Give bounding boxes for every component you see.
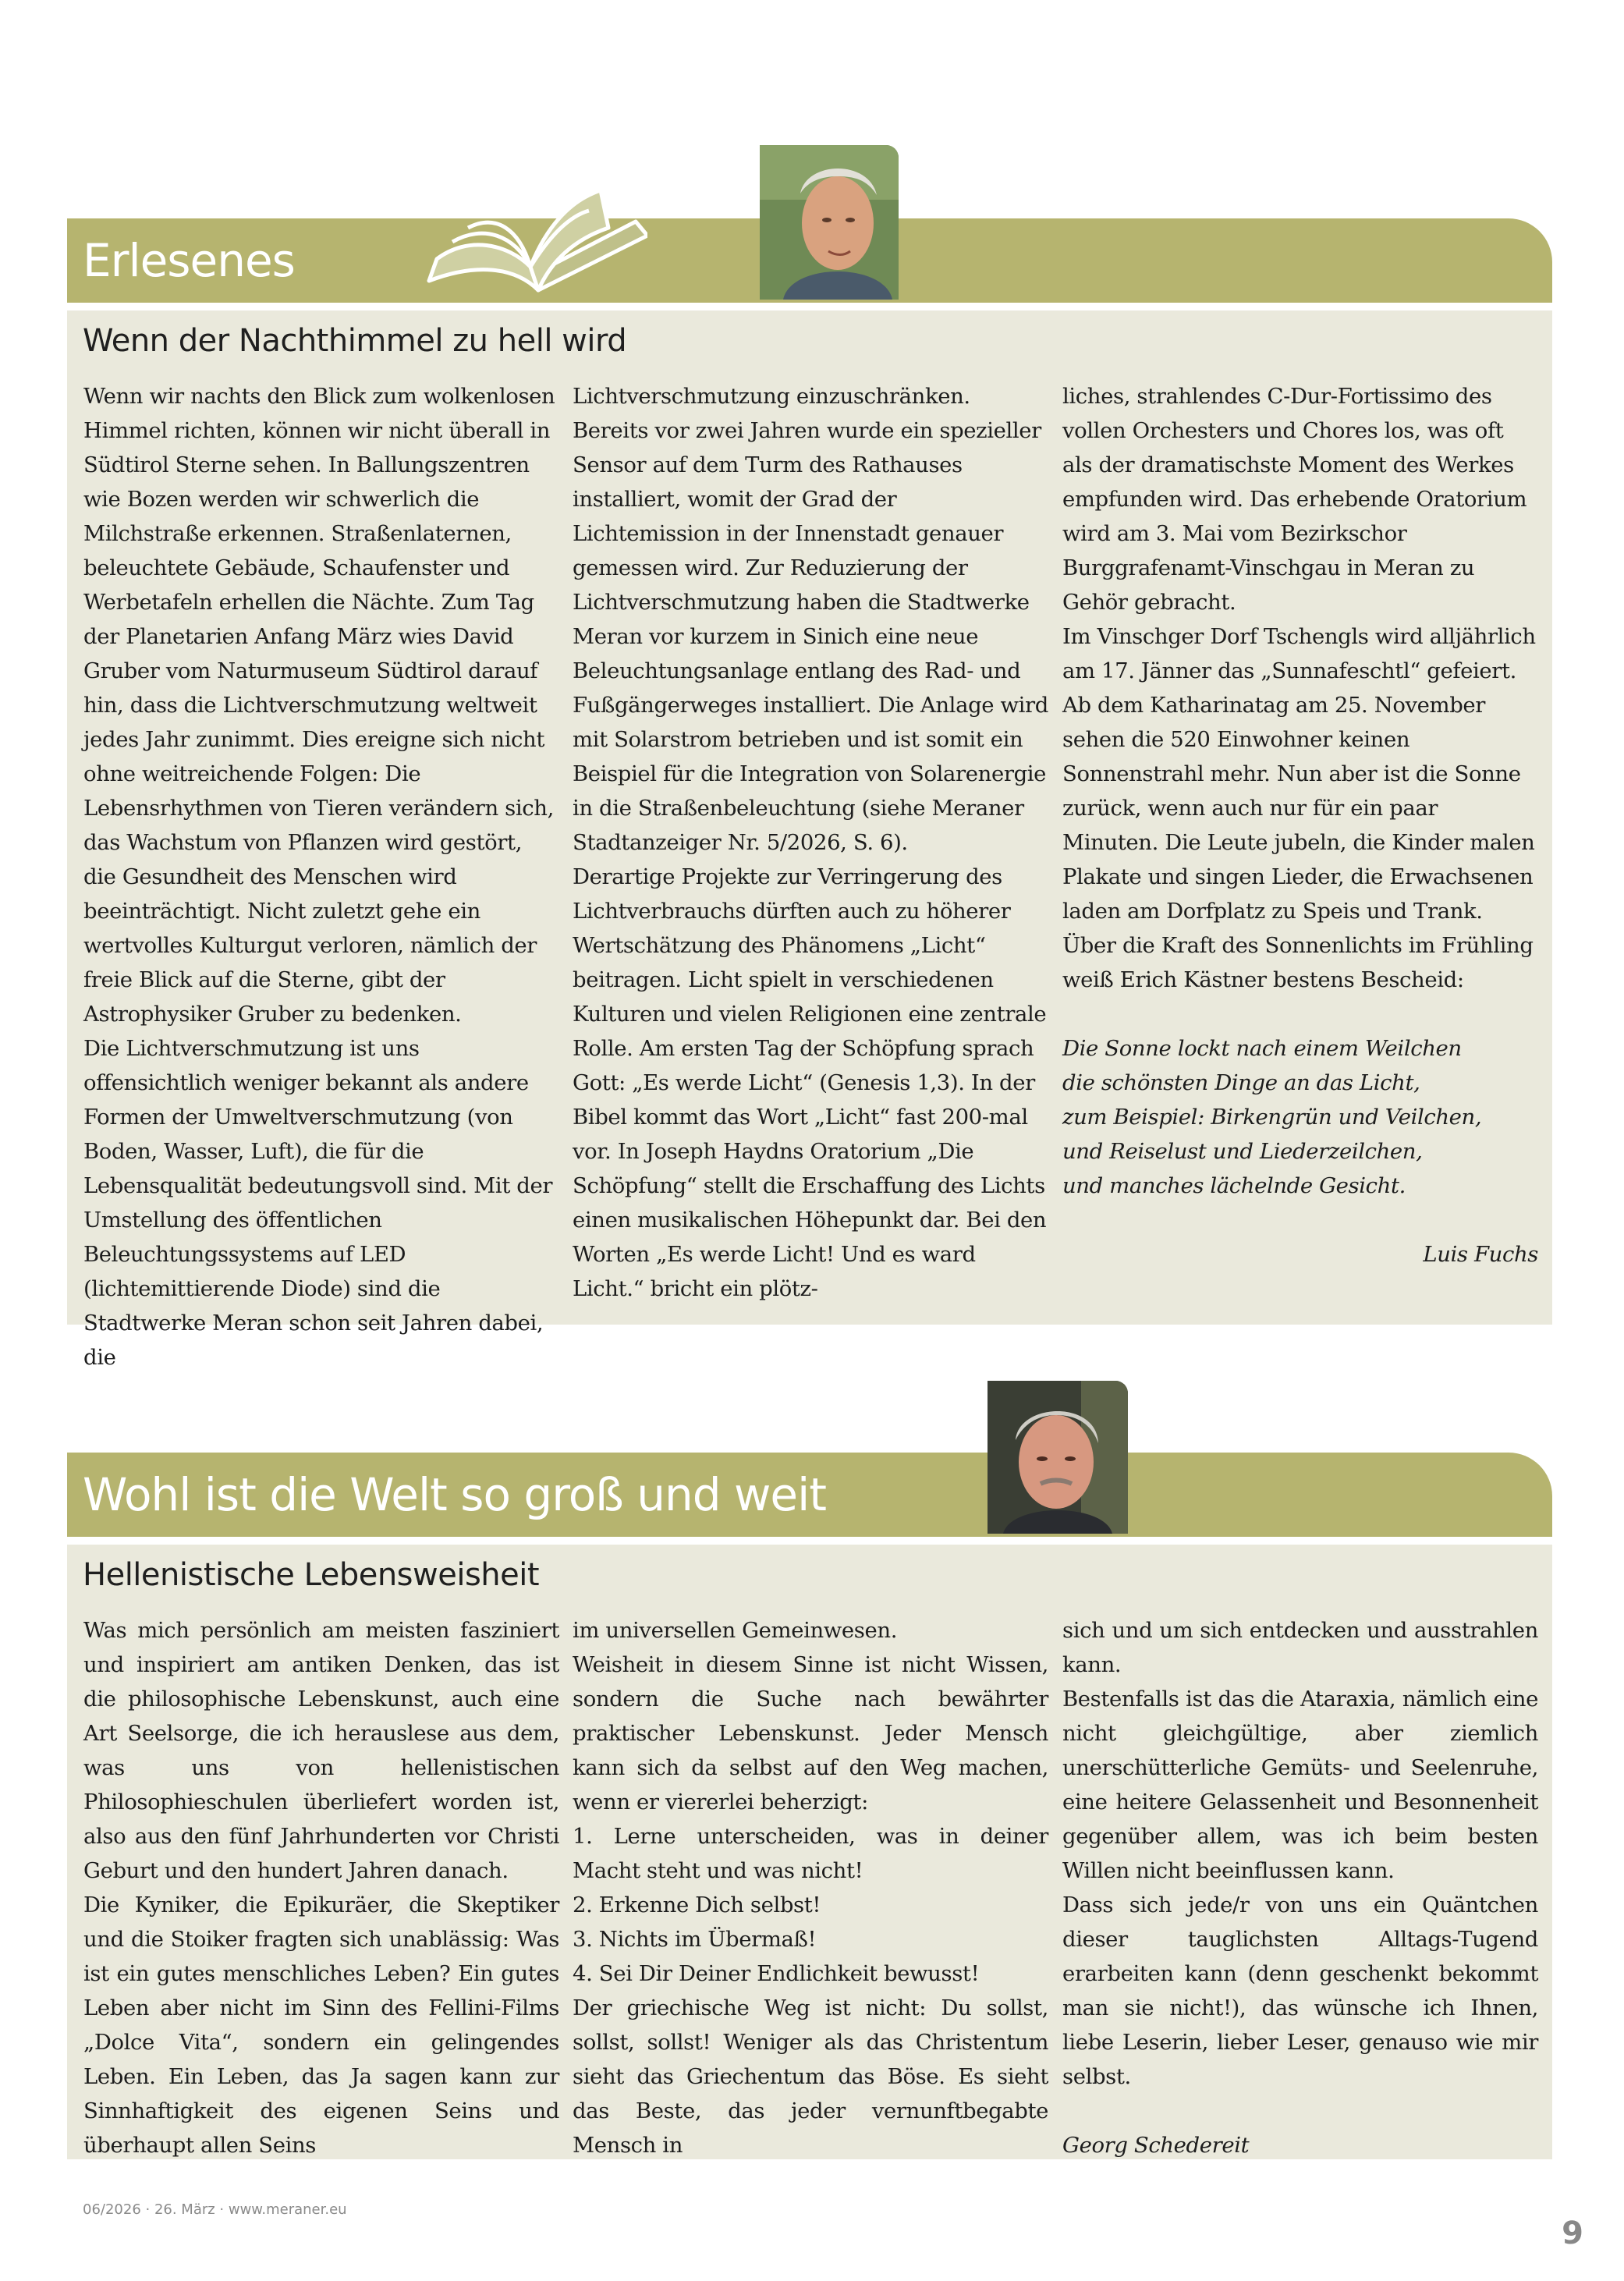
list-item: 3. Nichts im Übermaß! xyxy=(573,1927,817,1952)
author-photo xyxy=(760,145,899,300)
open-book-icon xyxy=(421,181,647,298)
author-name: Luis Fuchs xyxy=(1423,1242,1538,1267)
poem-line: die schönsten Dinge an das Licht, xyxy=(1062,1070,1420,1095)
paragraph: Weisheit in diesem Sinne ist nicht Wissen, sondern die Suche nach bewährter praktischer Lebenskunst. Jeder Mensch kann sich da selbst auf den Weg machen, wenn er viererlei beherzigt: xyxy=(573,1652,1048,1815)
page-number: 9 xyxy=(1562,2215,1583,2251)
poem-line: und Reiselust und Liederzeilchen, xyxy=(1062,1139,1423,1164)
author-photo xyxy=(988,1381,1128,1534)
list-item: 1. Lerne unterscheiden, was in deiner Macht steht und was nicht! xyxy=(573,1824,1048,1883)
article-column xyxy=(83,1613,559,2162)
article-column xyxy=(83,379,559,1375)
article-box xyxy=(67,310,1552,1370)
paragraph: Über die Kraft des Sonnenlichts im Frühling weiß Erich Kästner bestens Bescheid: xyxy=(1062,933,1534,992)
paragraph: Lichtverschmutzung einzuschränken. Bereits vor zwei Jahren wurde ein spezieller Sensor auf dem Turm des Rathauses installiert, womit der Grad der Lichtemission in der Innenstadt genauer gemessen wird. Zur Reduzierung der Lichtverschmutzung haben die Stadtwerke Meran vor kurzem in Sinich eine neue Beleuchtungsanlage entlang des Rad- und Fußgängerweges installiert. Die Anlage wird mit Solarstrom betrieben und ist somit ein Beispiel für die Integration von Solarenergie in die Straßenbeleuchtung (siehe Meraner Stadtanzeiger Nr. 5/2026, S. 6). xyxy=(573,384,1048,855)
poem-line: und manches lächelnde Gesicht. xyxy=(1062,1173,1406,1198)
paragraph: Was mich persönlich am meisten fasziniert und inspiriert am antiken Denken, das ist die philosophische Lebenskunst, auch eine Art Seelsorge, die ich herauslese aus dem, was uns von hellenistischen Philosophieschulen überliefert worden ist, also aus den fünf Jahrhunderten vor Christi Geburt und den hundert Jahren danach. xyxy=(83,1618,559,1883)
list-item: 4. Sei Dir Deiner Endlichkeit bewusst! xyxy=(573,1961,980,1986)
article-subtitle: Wenn der Nachthimmel zu hell wird xyxy=(83,323,627,359)
paragraph: Die Lichtverschmutzung ist uns offensichtlich weniger bekannt als andere Formen der Umweltverschmutzung (von Boden, Wasser, Luft), die für die Lebensqualität bedeutungsvoll sind. Mit der Umstellung des öffentlichen Beleuchtungssystems auf LED (lichtemittierende Diode) sind die Stadtwerke Meran schon seit Jahren dabei, die xyxy=(83,1036,553,1370)
paragraph: im universellen Gemeinwesen. xyxy=(573,1618,898,1643)
spacer xyxy=(1062,1203,1538,1237)
paragraph: Dass sich jede/r von uns ein Quäntchen dieser tauglichsten Alltags-Tugend erarbeiten kann (denn geschenkt bekommt man sie nicht!), das wünsche ich Ihnen, liebe Leserin, lieber Leser, genauso wie mir selbst. xyxy=(1062,1893,1538,2089)
article-box xyxy=(67,1545,1552,2159)
paragraph: Derartige Projekte zur Verringerung des Lichtverbrauchs dürften auch zu höherer Wertschätzung des Phänomens „Licht“ beitragen. Licht spielt in verschiedenen Kulturen und vielen Religionen eine zentrale Rolle. Am ersten Tag der Schöpfung sprach Gott: „Es werde Licht“ (Genesis 1,3). In der Bibel kommt das Wort „Licht“ fast 200-mal vor. In Joseph Haydns Oratorium „Die Schöpfung“ stellt die Erschaffung des Lichts einen musikalischen Höhepunkt dar. Bei den Worten „Es werde Licht! Und es ward Licht.“ bricht ein plötz- xyxy=(573,864,1047,1301)
article-column xyxy=(1062,379,1538,1272)
poem-line: Die Sonne lockt nach einem Weilchen xyxy=(1062,1036,1462,1061)
section-header-bar xyxy=(67,1453,1552,1537)
poem-line: zum Beispiel: Birkengrün und Veilchen, xyxy=(1062,1105,1482,1130)
article-column xyxy=(573,379,1048,1306)
footer-info: 06/2026 · 26. März · www.meraner.eu xyxy=(83,2201,347,2218)
paragraph: Wenn wir nachts den Blick zum wolkenlosen Himmel richten, können wir nicht überall in Südtirol Sterne sehen. In Ballungszentren wie Bozen werden wir schwerlich die Milchstraße erkennen. Straßenlaternen, beleuchtete Gebäude, Schaufenster und Werbetafeln erhellen die Nächte. Zum Tag der Planetarien Anfang März wies David Gruber vom Naturmuseum Südtirol darauf hin, dass die Lichtverschmutzung weltweit jedes Jahr zunimmt. Dies ereigne sich nicht ohne weitreichende Folgen: Die Lebensrhythmen von Tieren verändern sich, das Wachstum von Pflanzen wird gestört, die Gesundheit des Menschen wird beeinträchtigt. Nicht zuletzt gehe ein wertvolles Kulturgut verloren, nämlich der freie Blick auf die Sterne, gibt der Astrophysiker Gruber zu bedenken. xyxy=(83,384,555,1027)
list-item: 2. Erkenne Dich selbst! xyxy=(573,1893,821,1917)
paragraph: Der griechische Weg ist nicht: Du sollst, sollst, sollst! Weniger als das Christentum sieht das Griechentum das Böse. Es sieht das Beste, das jeder vernunftbegabte Mensch in xyxy=(573,1995,1048,2158)
section-title: Wohl ist die Welt so groß und weit xyxy=(83,1468,826,1521)
spacer xyxy=(1062,2094,1538,2128)
article-column xyxy=(1062,1613,1538,2162)
paragraph: Die Kyniker, die Epikuräer, die Skeptiker und die Stoiker fragten sich unablässig: Was ist ein gutes menschliches Leben? Ein gutes Leben aber nicht im Sinn des Fellini-Films „Dolce Vita“, sondern ein gelingendes Leben. Ein Leben, das Ja sagen kann zur Sinnhaftigkeit des eigenen Seins und überhaupt allen Seins xyxy=(83,1893,559,2158)
article-column xyxy=(573,1613,1048,2162)
section-title: Erlesenes xyxy=(83,234,295,287)
paragraph: Bestenfalls ist das die Ataraxia, nämlich eine nicht gleichgültige, aber ziemlich unerschütterliche Gemüts- und Seelenruhe, eine heitere Gelassenheit und Besonnenheit gegenüber allem, was ich beim besten Willen nicht beeinflussen kann. xyxy=(1062,1687,1538,1883)
author-name: Georg Schedereit xyxy=(1062,2133,1250,2158)
paragraph: liches, strahlendes C-Dur-Fortissimo des vollen Orchesters und Chores los, was oft als der dramatischste Moment des Werkes empfunden wird. Das erhebende Oratorium wird am 3. Mai vom Bezirkschor Burggrafenamt-Vinschgau in Meran zu Gehör gebracht. xyxy=(1062,384,1527,615)
article-subtitle: Hellenistische Lebensweisheit xyxy=(83,1557,540,1593)
paragraph: Im Vinschger Dorf Tschengls wird alljährlich am 17. Jänner das „Sunnafeschtl“ gefeiert. Ab dem Katharinatag am 25. November sehen die 520 Einwohner keinen Sonnenstrahl mehr. Nun aber ist die Sonne zurück, wenn auch nur für ein paar Minuten. Die Leute jubeln, die Kinder malen Plakate und singen Lieder, die Erwachsenen laden am Dorfplatz zu Speis und Trank. xyxy=(1062,624,1536,924)
paragraph: sich und um sich entdecken und ausstrahlen kann. xyxy=(1062,1618,1538,1677)
spacer xyxy=(1062,997,1538,1031)
